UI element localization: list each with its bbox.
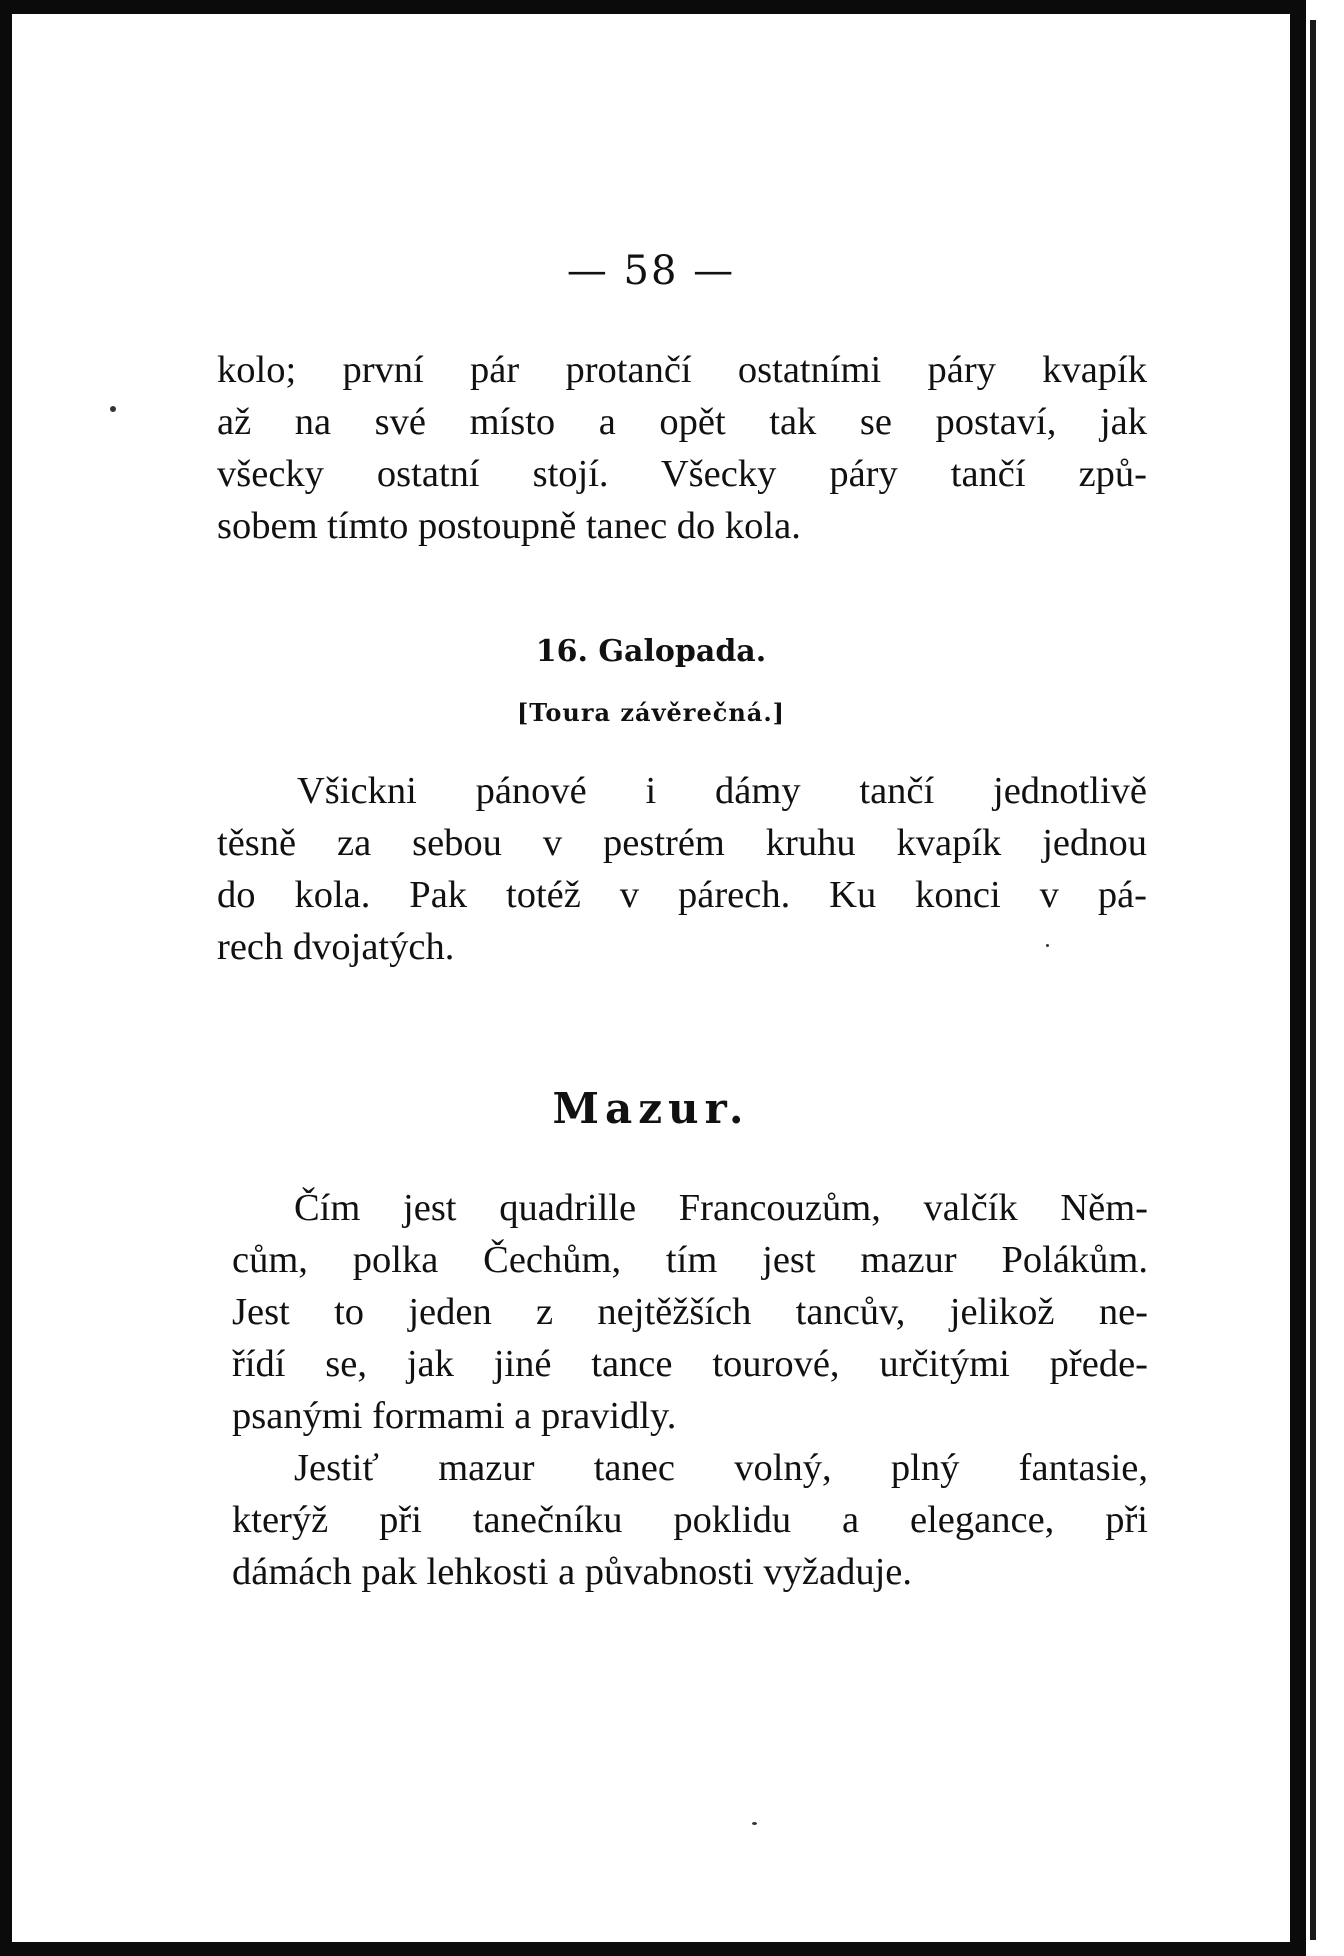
- text-line: řídí se, jak jiné tance tourové, určitými přede-: [232, 1343, 1148, 1385]
- text-line: Všickni pánové i dámy tančí jednotlivě: [297, 770, 1147, 812]
- scan-speck: [1046, 944, 1049, 947]
- paragraph-continued: [217, 344, 1147, 552]
- text-line: do kola. Pak totéž v párech. Ku konci v pá-: [217, 874, 1147, 916]
- text-line: Jest to jeden z nejtěžších tancův, jelikož ne-: [232, 1291, 1148, 1333]
- scan-border-left: [0, 0, 12, 1956]
- scan-border-top: [0, 0, 1306, 14]
- text-line: dámách pak lehkosti a půvabnosti vyžaduje.: [232, 1551, 912, 1593]
- text-line: Jestiť mazur tanec volný, plný fantasie,: [294, 1447, 1148, 1489]
- text-line: těsně za sebou v pestrém kruhu kvapík jednou: [217, 822, 1147, 864]
- paragraph-mazur: [232, 1182, 1148, 1598]
- text-line: sobem tímto postoupně tanec do kola.: [217, 505, 801, 547]
- text-line: kolo; první pár protančí ostatními páry kvapík: [217, 349, 1147, 391]
- text-line: cům, polka Čechům, tím jest mazur Polákům.: [232, 1239, 1148, 1281]
- book-page: [12, 14, 1290, 1942]
- scan-speck: [752, 1822, 757, 1825]
- text-line: všecky ostatní stojí. Všecky páry tančí způ-: [217, 453, 1147, 495]
- section-heading-galopada: 16. Galopada.: [535, 634, 767, 669]
- text-line: psanými formami a pravidly.: [232, 1395, 677, 1437]
- text-line: kterýž při tanečníku poklidu a elegance, při: [232, 1499, 1148, 1541]
- text-line: až na své místo a opět tak se postaví, jak: [217, 401, 1147, 443]
- scan-edge-line: [1310, 20, 1316, 1940]
- text-line: Čím jest quadrille Francouzům, valčík Něm-: [294, 1187, 1148, 1229]
- text-line: rech dvojatých.: [217, 926, 455, 968]
- section-subheading: [Toura závěrečná.]: [516, 698, 786, 727]
- scan-speck: [110, 406, 116, 412]
- page-number: — 58 —: [566, 248, 736, 294]
- paragraph-galopada: [217, 765, 1147, 973]
- scan-border-right: [1290, 0, 1306, 1956]
- section-heading-mazur: Mazur.: [552, 1084, 750, 1133]
- scan-border-bottom: [0, 1942, 1306, 1956]
